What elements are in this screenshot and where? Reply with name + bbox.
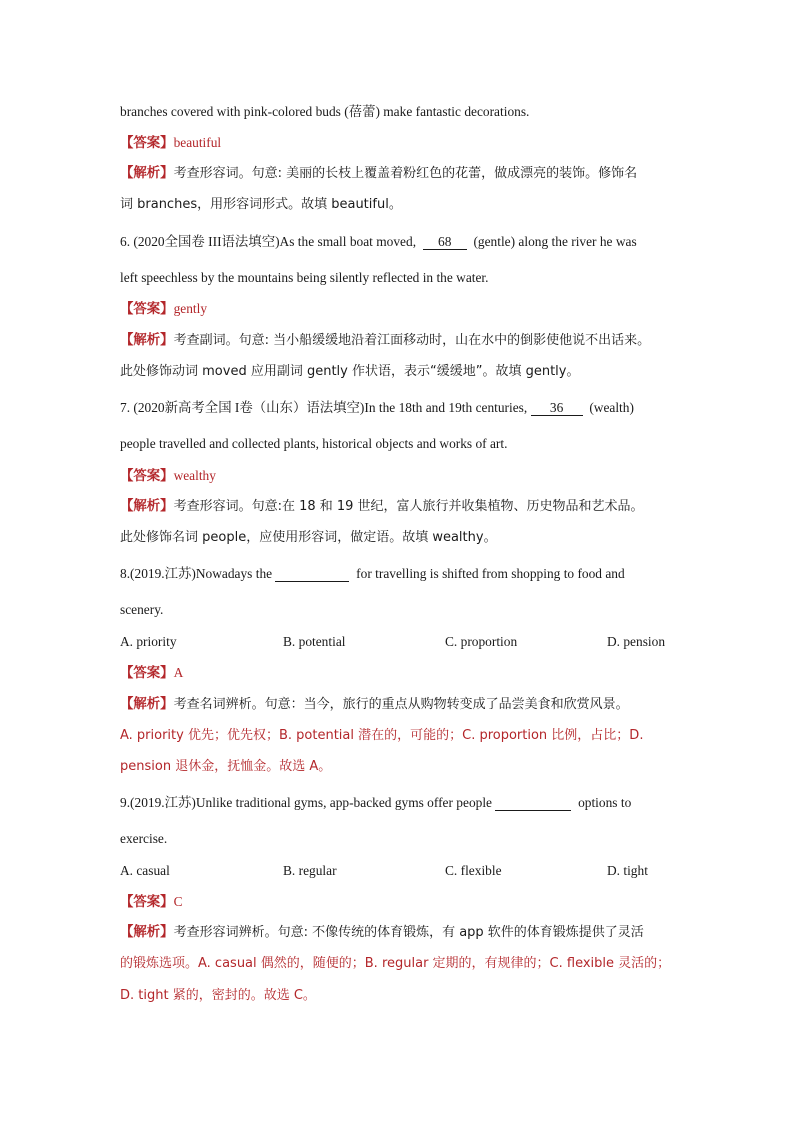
question-text: branches covered with pink-colored buds (蓓蕾) make fantastic decorations. xyxy=(120,104,530,119)
analysis-line xyxy=(120,955,670,973)
answer-value: gently xyxy=(173,301,208,316)
answer-line xyxy=(120,134,221,153)
option-b: B. potential xyxy=(283,634,346,649)
analysis-line xyxy=(120,987,316,1005)
analysis-line xyxy=(120,727,643,745)
analysis-text: pension 退休金，抚恤金。故选 A。 xyxy=(120,759,332,774)
analysis-label: 【解析】 xyxy=(120,166,174,181)
answer-label: 【答案】 xyxy=(120,666,174,681)
question-6 xyxy=(120,233,637,251)
analysis-text: 考查形容词。句意: 美丽的长枝上覆盖着粉红色的花蕾，做成漂亮的装饰。修饰名 xyxy=(173,166,638,181)
question-8 xyxy=(120,565,625,583)
answer-label: 【答案】 xyxy=(120,136,174,151)
answer-blank xyxy=(423,234,467,250)
question-text: (gentle) along the river he was xyxy=(473,234,637,249)
analysis-text: 词 branches，用形容词形式。故填 beautiful。 xyxy=(120,197,402,212)
answer-value: beautiful xyxy=(173,135,222,150)
answer-blank xyxy=(531,400,583,416)
question-text: 8.(2019.江苏)Nowadays the xyxy=(120,566,273,581)
option-d: D. pension xyxy=(607,634,666,649)
analysis-label: 【解析】 xyxy=(120,925,174,940)
question-text: 6. (2020全国卷 III语法填空)As the small boat moved, xyxy=(120,234,417,249)
question-9 xyxy=(120,794,631,812)
question-text: scenery. xyxy=(120,602,164,617)
analysis-text: 考查形容词。句意:在 18 和 19 世纪，富人旅行并收集植物、历史物品和艺术品。 xyxy=(173,499,644,514)
question-7-line2 xyxy=(120,435,507,453)
answer-line xyxy=(120,300,207,319)
analysis-text: D. tight 紧的，密封的。故选 C。 xyxy=(120,988,316,1003)
analysis-text: 考查名词辨析。句意：当今，旅行的重点从购物转变成了品尝美食和欣赏风景。 xyxy=(173,697,629,712)
question-6-line2 xyxy=(120,269,489,287)
analysis-line xyxy=(120,529,497,547)
answer-label: 【答案】 xyxy=(120,895,174,910)
answer-label: 【答案】 xyxy=(120,469,174,484)
question-text: exercise. xyxy=(120,831,168,846)
question-text: people travelled and collected plants, historical objects and works of art. xyxy=(120,436,508,451)
option-d: D. tight xyxy=(607,863,648,878)
question-8-line2 xyxy=(120,601,163,619)
answer-value: A xyxy=(173,665,184,680)
answer-value: wealthy xyxy=(173,468,216,483)
analysis-line xyxy=(120,363,579,381)
blank-number: 68 xyxy=(438,234,452,249)
answer-blank xyxy=(495,795,571,811)
question-9-line2 xyxy=(120,830,167,848)
analysis-label: 【解析】 xyxy=(120,333,174,348)
option-c: C. proportion xyxy=(445,634,518,649)
question-7 xyxy=(120,399,634,417)
analysis-text: 此处修饰名词 people，应使用形容词，做定语。故填 wealthy。 xyxy=(120,530,497,545)
question-text: 7. (2020新高考全国 I卷（山东）语法填空)In the 18th and 19th centuries, xyxy=(120,400,528,415)
analysis-line xyxy=(120,196,402,214)
question-text: left speechless by the mountains being silently reflected in the water. xyxy=(120,270,489,285)
analysis-label: 【解析】 xyxy=(120,499,174,514)
answer-line xyxy=(120,664,183,683)
analysis-text: 此处修饰动词 moved 应用副词 gently 作状语，表示“缓缓地”。故填 gently。 xyxy=(120,364,580,379)
option-a: A. casual xyxy=(120,863,170,878)
analysis-text: 考查副词。句意: 当小船缓缓地沿着江面移动时，山在水中的倒影使他说不出话来。 xyxy=(173,333,651,348)
option-c: C. flexible xyxy=(445,863,502,878)
analysis-text: A. priority 优先；优先权；B. potential 潜在的，可能的；C. proportion 比例，占比；D. xyxy=(120,728,644,743)
question-text: (wealth) xyxy=(589,400,634,415)
analysis-line xyxy=(120,696,629,714)
answer-line xyxy=(120,467,216,486)
analysis-label: 【解析】 xyxy=(120,697,174,712)
option-b: B. regular xyxy=(283,863,337,878)
answer-line xyxy=(120,893,183,912)
analysis-text: 考查形容词辨析。句意: 不像传统的体育锻炼，有 app 软件的体育锻炼提供了灵活 xyxy=(173,925,644,940)
answer-value: C xyxy=(173,894,183,909)
analysis-text: 的锻炼选项。A. casual 偶然的，随便的；B. regular 定期的，有规律的；C. flexible 灵活的； xyxy=(120,956,671,971)
question-text: options to xyxy=(578,795,632,810)
answer-blank xyxy=(275,566,349,582)
analysis-line xyxy=(120,165,637,183)
option-a: A. priority xyxy=(120,634,177,649)
analysis-line xyxy=(120,332,650,350)
analysis-line xyxy=(120,758,331,776)
question-text: 9.(2019.江苏)Unlike traditional gyms, app-backed gyms offer people xyxy=(120,795,492,810)
question-text: for travelling is shifted from shopping to food and xyxy=(356,566,625,581)
analysis-line xyxy=(120,924,644,942)
answer-label: 【答案】 xyxy=(120,302,174,317)
question-continuation xyxy=(120,103,529,121)
blank-number: 36 xyxy=(549,400,564,415)
analysis-line xyxy=(120,498,644,516)
